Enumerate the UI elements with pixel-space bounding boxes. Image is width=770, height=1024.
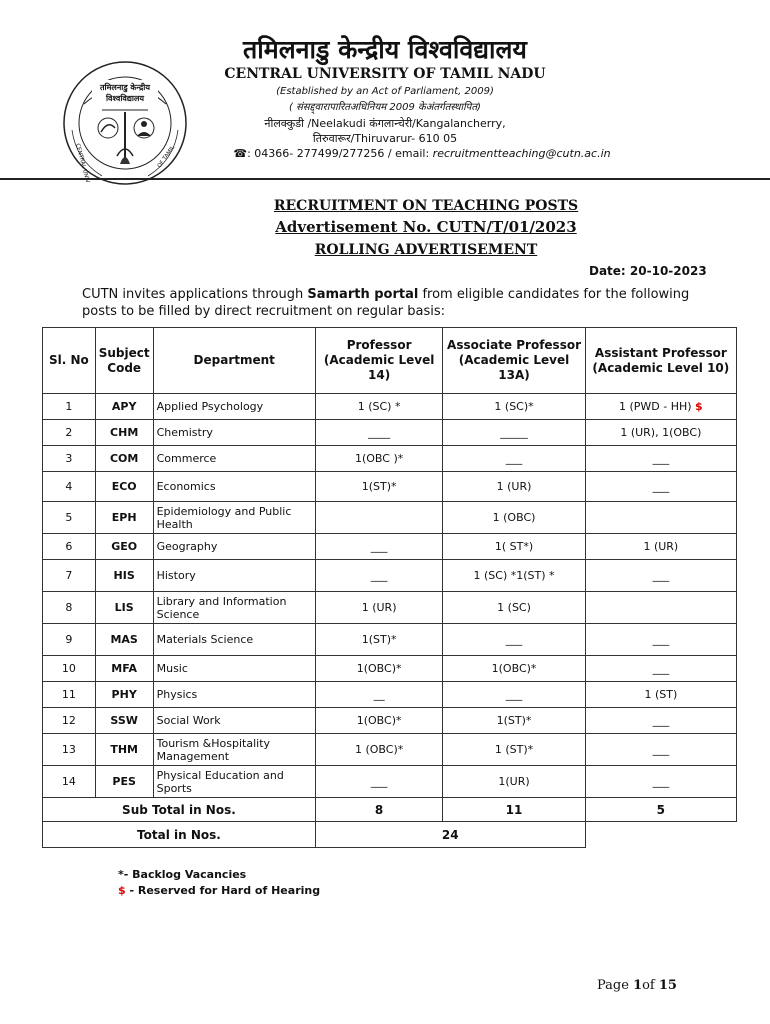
header-department: Department [153,328,315,394]
cell-department: Economics [153,472,315,502]
cell-sl: 9 [43,624,96,656]
cell-department: Physical Education and Sports [153,766,315,798]
header-assistant: Assistant Professor (Academic Level 10) [585,328,736,394]
table-row [43,394,737,420]
cell-assistant: 1 (UR), 1(OBC) [585,420,736,446]
cell-associate: 1 (SC) *1(ST) * [443,560,585,592]
cell-associate: ___ [443,682,585,708]
cell-department: Epidemiology and Public Health [153,502,315,534]
page-number: Page 1of 15 [597,978,677,993]
intro-paragraph: CUTN invites applications through Samarth portal from eligible candidates for the following posts to be filled by direct recruitment on regular basis: [82,287,690,319]
cell-sl: 5 [43,502,96,534]
cell-code: PES [95,766,153,798]
cell-department: Commerce [153,446,315,472]
cell-department: Chemistry [153,420,315,446]
note-backlog: *- Backlog Vacancies [118,868,247,881]
heading-rolling: ROLLING ADVERTISEMENT [314,242,538,258]
contact-line [0,147,770,160]
total-value: 24 [315,822,585,848]
cell-department: Materials Science [153,624,315,656]
table-row [43,446,737,472]
cell-code: COM [95,446,153,472]
cell-sl: 7 [43,560,96,592]
subtotal-professor: 8 [315,798,443,822]
table-row [43,656,737,682]
address-line-2: तिरुवारूर/Thiruvarur- 610 05 [312,132,458,145]
note-hearing: $ - Reserved for Hard of Hearing [118,884,321,897]
cell-assistant: ___ [585,766,736,798]
cell-sl: 8 [43,592,96,624]
cell-assistant: ___ [585,472,736,502]
cell-sl: 10 [43,656,96,682]
cell-sl: 4 [43,472,96,502]
cell-associate: 1 (OBC) [443,502,585,534]
table-row [43,766,737,798]
header-code: Subject Code [95,328,153,394]
cell-code: CHM [95,420,153,446]
established-hindi-line: ( संसद्द्वारापारितअधिनियम 2009 केअंतर्गतस्थापित) [289,102,481,113]
cell-code: SSW [95,708,153,734]
table-row [43,734,737,766]
cell-department: Music [153,656,315,682]
samarth-portal: Samarth portal [307,287,419,302]
total-label: Total in Nos. [43,822,316,848]
cell-department: Library and Information Science [153,592,315,624]
cell-code: THM [95,734,153,766]
svg-text:OF TAMIL: OF TAMIL [156,144,177,170]
heading-advertisement-no: Advertisement No. CUTN/T/01/2023 [275,218,577,236]
cell-code: APY [95,394,153,420]
header-associate: Associate Professor (Academic Level 13A) [443,328,585,394]
cell-assistant: ___ [585,656,736,682]
cell-associate: 1 (ST)* [443,734,585,766]
table-row [43,534,737,560]
subtotal-associate: 11 [443,798,585,822]
cell-sl: 11 [43,682,96,708]
cell-professor: 1 (UR) [315,592,443,624]
cell-assistant: ___ [585,624,736,656]
heading-recruitment: RECRUITMENT ON TEACHING POSTS [273,198,579,214]
hearing-mark: $ [695,400,703,413]
cell-assistant: ___ [585,446,736,472]
total-row [43,822,737,848]
cell-code: PHY [95,682,153,708]
cell-sl: 1 [43,394,96,420]
cell-professor: 1(ST)* [315,472,443,502]
cell-code: HIS [95,560,153,592]
cell-associate: ___ [443,446,585,472]
cell-department: Applied Psychology [153,394,315,420]
cell-sl: 12 [43,708,96,734]
cell-associate: 1(UR) [443,766,585,798]
cell-assistant [585,592,736,624]
cell-department: Social Work [153,708,315,734]
cell-assistant: 1 (PWD - HH) $ [585,394,736,420]
cell-professor: 1 (SC) * [315,394,443,420]
table-row [43,502,737,534]
table-row [43,420,737,446]
cell-professor: ___ [315,560,443,592]
cell-professor: 1(OBC)* [315,656,443,682]
cell-sl: 3 [43,446,96,472]
cell-sl: 2 [43,420,96,446]
table-row [43,472,737,502]
logo-text-line2: विश्वविद्यालय [105,94,145,103]
subtotal-row [43,798,737,822]
address-line-1: नीलक्कुडी /Neelakudi कंगलान्चेरी/Kangalancherry, [264,117,506,130]
table-row [43,624,737,656]
cell-sl: 14 [43,766,96,798]
cell-assistant: ___ [585,708,736,734]
cell-assistant: ___ [585,560,736,592]
table-row [43,560,737,592]
table-header-row [43,328,737,394]
cell-associate: 1( ST*) [443,534,585,560]
established-line: (Established by an Act of Parliament, 2009) [276,86,494,97]
table-row [43,682,737,708]
header-sl: Sl. No [43,328,96,394]
cell-sl: 13 [43,734,96,766]
cell-department: Tourism &Hospitality Management [153,734,315,766]
cell-professor: ____ [315,420,443,446]
phone-text: ☎: 04366- 277499/277256 / email: [233,147,433,160]
cell-code: MFA [95,656,153,682]
cell-professor: __ [315,682,443,708]
english-title: CENTRAL UNIVERSITY OF TAMIL NADU [224,66,546,82]
subtotal-label: Sub Total in Nos. [43,798,316,822]
date: Date: 20-10-2023 [589,264,707,278]
cell-department: Geography [153,534,315,560]
cell-associate: 1(OBC)* [443,656,585,682]
cell-department: History [153,560,315,592]
cell-associate: 1(ST)* [443,708,585,734]
cell-associate: 1 (UR) [443,472,585,502]
cell-professor [315,502,443,534]
cell-professor: 1(OBC )* [315,446,443,472]
cell-code: ECO [95,472,153,502]
notes [118,867,320,899]
cell-professor: ___ [315,534,443,560]
cell-associate: ___ [443,624,585,656]
cell-assistant [585,502,736,534]
email-link[interactable]: recruitmentteaching@cutn.ac.in [432,147,611,160]
cell-code: MAS [95,624,153,656]
svg-text:CENTRAL UNIV: CENTRAL UNIV [74,142,91,184]
cell-associate: _____ [443,420,585,446]
cell-assistant: 1 (ST) [585,682,736,708]
cell-sl: 6 [43,534,96,560]
cell-professor: 1(ST)* [315,624,443,656]
hindi-title: तमिलनाडु केन्द्रीय विश्वविद्यालय [243,35,527,64]
cell-code: LIS [95,592,153,624]
vacancy-table [42,327,737,848]
table-row [43,592,737,624]
cell-code: EPH [95,502,153,534]
cell-professor: 1(OBC)* [315,708,443,734]
cell-associate: 1 (SC)* [443,394,585,420]
logo-text-line1: तमिलनाडु केन्द्रीय [100,83,150,92]
table-row [43,708,737,734]
cell-department: Physics [153,682,315,708]
cell-assistant: 1 (UR) [585,534,736,560]
cell-associate: 1 (SC) [443,592,585,624]
subtotal-assistant: 5 [585,798,736,822]
header-divider [0,178,770,180]
cell-professor: ___ [315,766,443,798]
cell-code: GEO [95,534,153,560]
header-professor: Professor (Academic Level 14) [315,328,443,394]
cell-assistant: ___ [585,734,736,766]
cell-professor: 1 (OBC)* [315,734,443,766]
